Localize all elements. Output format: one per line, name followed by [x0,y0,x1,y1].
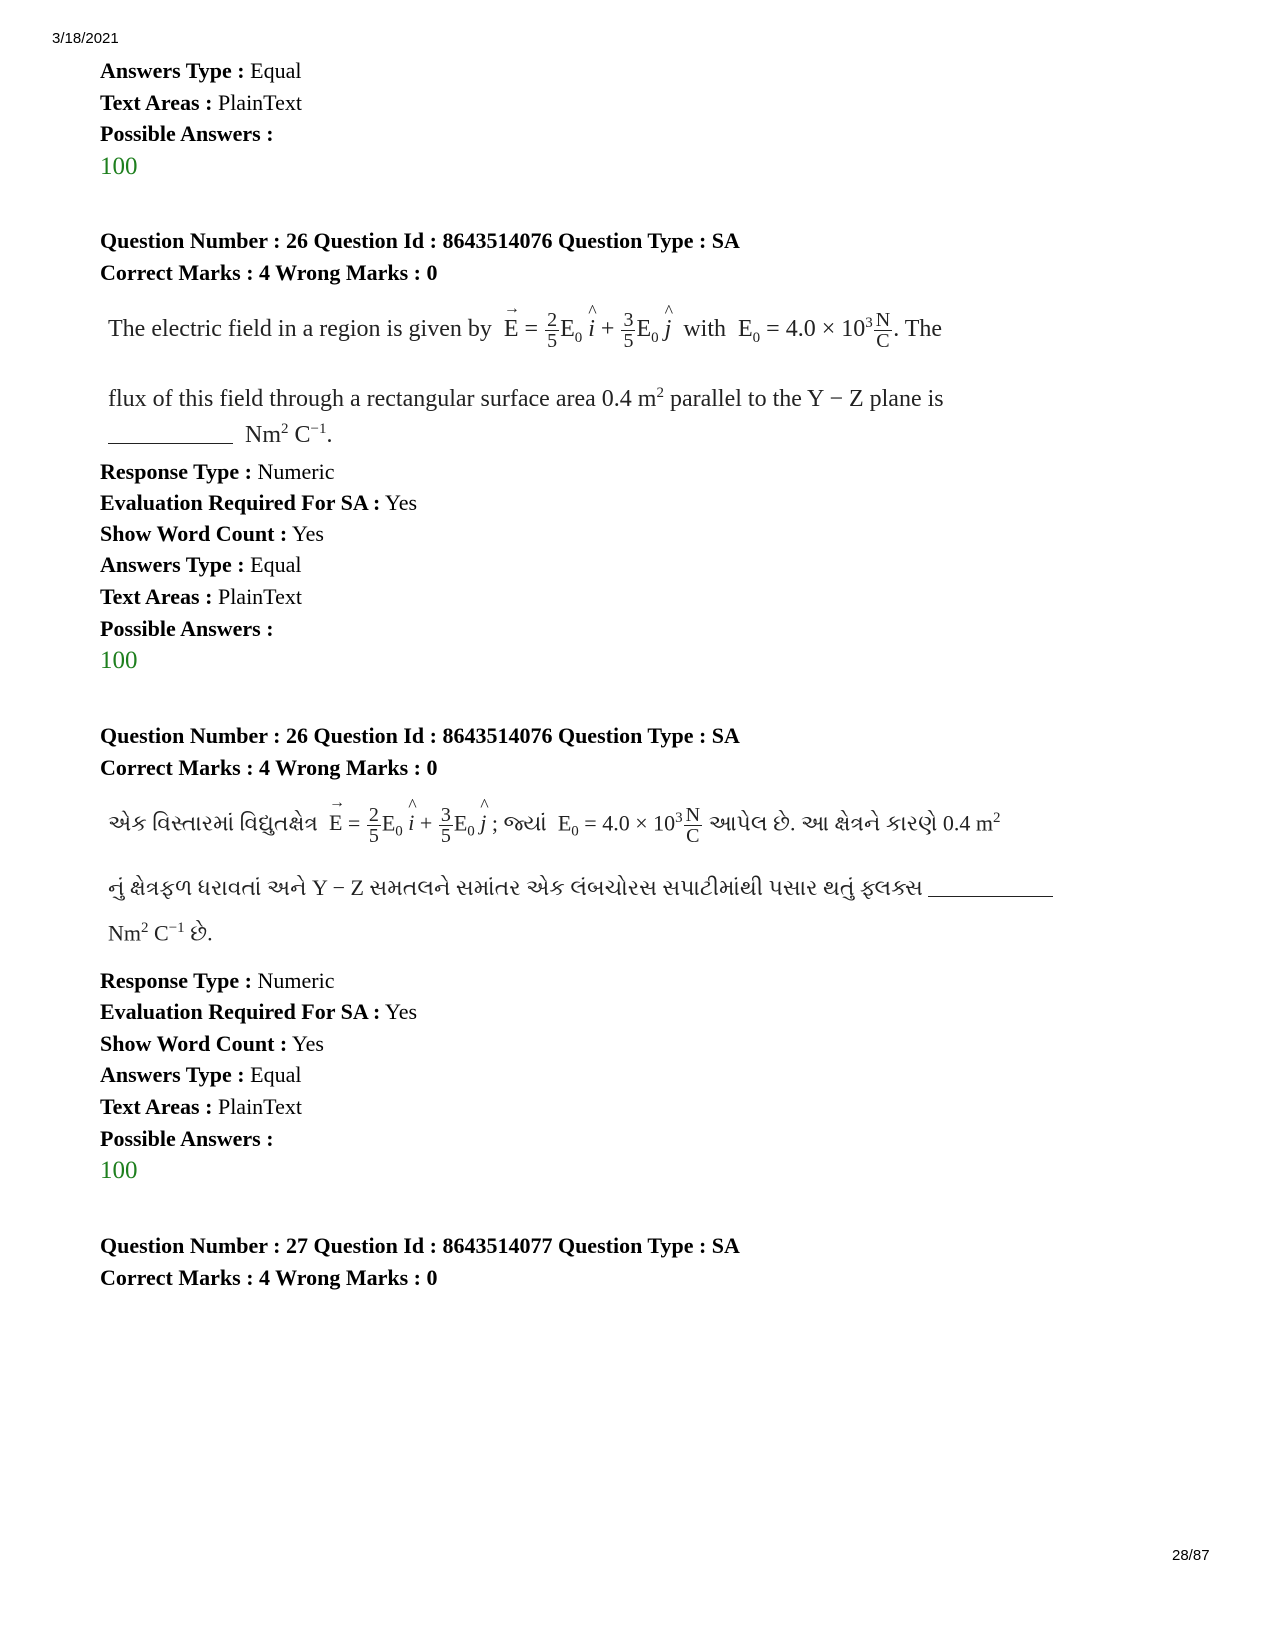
response-type-row: Response Type : Numeric [100,968,335,993]
marks-row: Correct Marks : 4 Wrong Marks : 0 [100,1265,438,1290]
text-areas-row: Text Areas : PlainText [100,1094,302,1119]
question-header: Question Number : 26 Question Id : 8643514076 Question Type : SA [100,228,740,253]
answer-blank [928,896,1053,897]
answers-type-row: Answers Type : Equal [100,58,302,83]
answer-value: 100 [100,647,138,674]
answer-value: 100 [100,1157,138,1184]
answers-type-row: Answers Type : Equal [100,1062,302,1087]
question-text-english: The electric field in a region is given by → E = $\frac{2}{5}$ $E_0$ ^ i + $\frac{3}{5}$ $E_0$ ^ j with $E_0 = 4.0 \times 10^3$ $\frac{N}{C}$ . The flux of this field through a rectangular surface area 0.4 $m^2$ parallel to the Y − Z plane is Nm$^2$ $C^{-1}$. [108,300,1158,450]
word-count-row: Show Word Count : Yes [100,1031,324,1056]
evaluation-row: Evaluation Required For SA : Yes [100,999,418,1024]
response-type-row: Response Type : Numeric [100,459,335,484]
marks-row: Correct Marks : 4 Wrong Marks : 0 [100,755,438,780]
evaluation-row: Evaluation Required For SA : Yes [100,490,418,515]
possible-answers-label: Possible Answers : [100,121,274,146]
print-date: 3/18/2021 [52,30,119,47]
marks-row: Correct Marks : 4 Wrong Marks : 0 [100,260,438,285]
possible-answers-label: Possible Answers : [100,1126,274,1151]
question-text-gujarati: એક વિસ્તારમાં વિદ્યુતક્ષેત્ર → E = $\frac{2}{5}$ $E_0$ ^ i + $\frac{3}{5}$ $E_0$ ^ j ; જ્યાં $E_0 = 4.0 \times 10^3$ $\frac{N}{C}$ આપેલ છે. આ ક્ષેત્રને કારણે 0.4 $m^2$ નું ક્ષેત્રફળ ધરાવતાં અને Y − Z સમતલને સમાંતર એક લંબચોરસ સપાટીમાંથી પસાર થતું ફ્લક્સ Nm$^2$ $C^{-1}$ છે. [108,795,1158,955]
word-count-row: Show Word Count : Yes [100,521,324,546]
question-header: Question Number : 27 Question Id : 8643514077 Question Type : SA [100,1233,740,1258]
text-areas-row: Text Areas : PlainText [100,90,302,115]
answer-value: 100 [100,153,138,180]
question-header: Question Number : 26 Question Id : 8643514076 Question Type : SA [100,723,740,748]
answers-type-row: Answers Type : Equal [100,552,302,577]
answer-blank [108,443,233,444]
page-number: 28/87 [1172,1547,1210,1564]
possible-answers-label: Possible Answers : [100,616,274,641]
text-areas-row: Text Areas : PlainText [100,584,302,609]
